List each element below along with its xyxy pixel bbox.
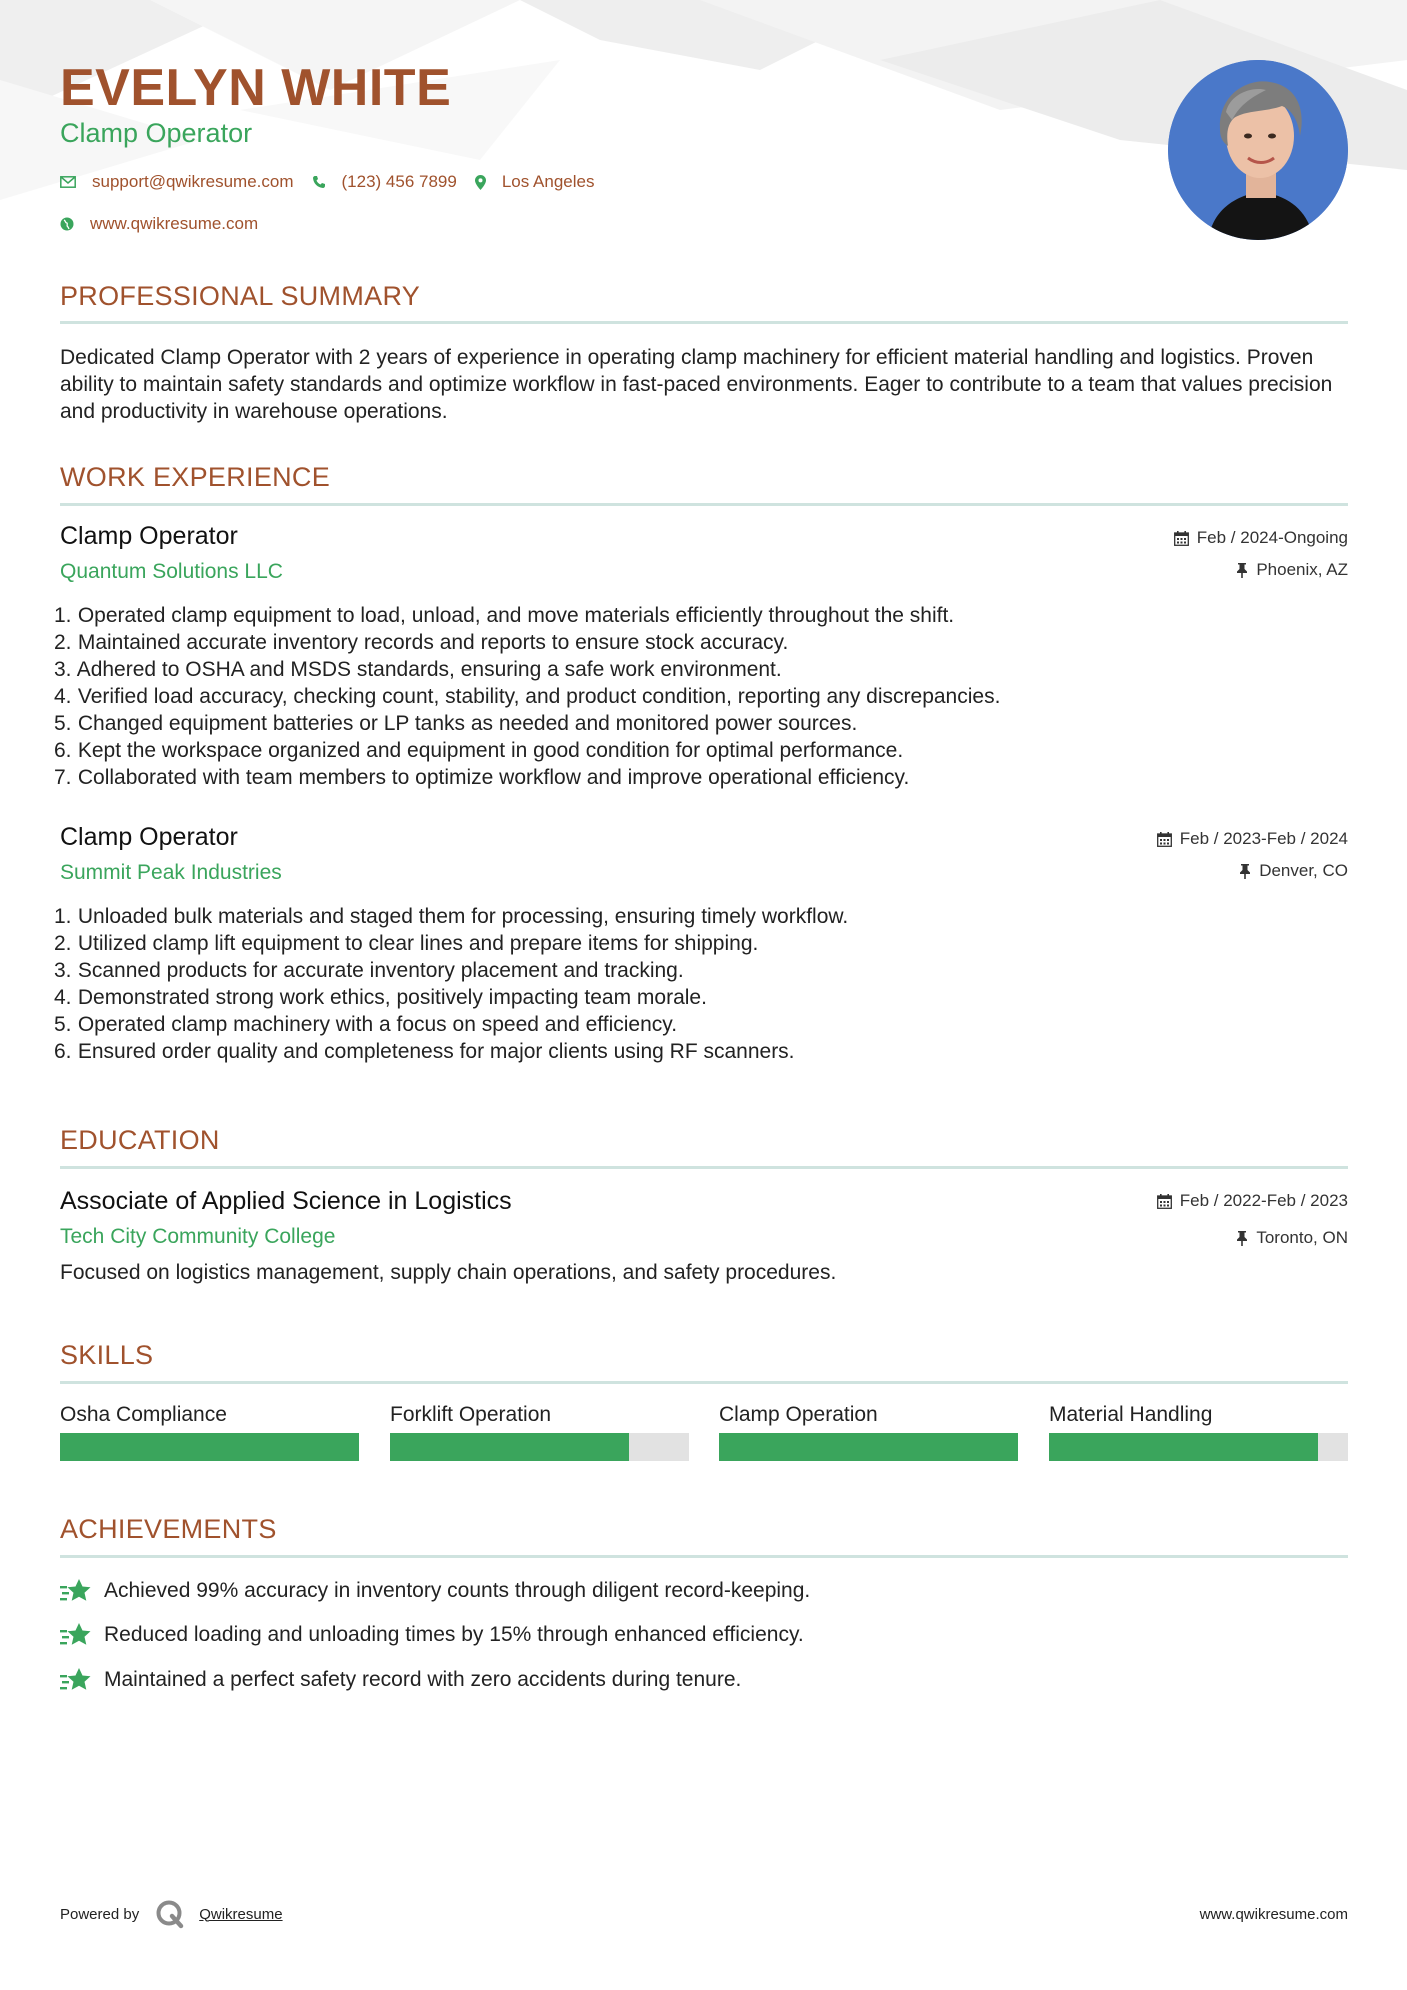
candidate-title: Clamp Operator: [60, 118, 253, 148]
summary-text: Dedicated Clamp Operator with 2 years of experience in operating clamp machinery for efficient material handling and logistics. Proven ability to maintain safety standards and optimize workflow in fast-paced environments. Eager to contribute to a team that values precision and productivity in warehouse operations.: [60, 346, 1333, 423]
pushpin-icon: [1236, 1231, 1248, 1246]
shooting-star-icon: [60, 1577, 92, 1605]
job-date-text: Feb / 2023-Feb / 2024: [1179, 829, 1348, 848]
skills-heading: SKILLS: [60, 1340, 154, 1370]
skill-bar-fill: [719, 1433, 1018, 1461]
list-item: 4. Demonstrated strong work ethics, positively impacting team morale.: [54, 986, 707, 1009]
list-item: 2. Utilized clamp lift equipment to clear lines and prepare items for shipping.: [54, 932, 759, 955]
section-divider: [60, 1166, 1348, 1169]
education-heading: EDUCATION: [60, 1125, 220, 1155]
skill-label: Forklift Operation: [390, 1403, 552, 1426]
shooting-star-icon: [60, 1666, 92, 1694]
job-date-text: Feb / 2024-Ongoing: [1196, 528, 1348, 547]
job-title: Clamp Operator: [60, 823, 238, 851]
website-row: [60, 214, 276, 234]
company-name: Summit Peak Industries: [60, 861, 282, 884]
list-item: 3. Scanned products for accurate inventory placement and tracking.: [54, 959, 684, 982]
phone-number[interactable]: (123) 456 7899: [341, 172, 457, 191]
globe-icon: [60, 217, 74, 231]
pushpin-icon: [1236, 563, 1248, 578]
list-item: 6. Kept the workspace organized and equipment in good condition for optimal performance.: [54, 739, 904, 762]
skill-bar: [719, 1433, 1018, 1461]
section-divider: [60, 1381, 1348, 1384]
achievement-item: [60, 1577, 810, 1605]
section-divider: [60, 503, 1348, 506]
list-item: 5. Operated clamp machinery with a focus on speed and efficiency.: [54, 1013, 678, 1036]
degree-title: Associate of Applied Science in Logistics: [60, 1187, 512, 1215]
education-entry: [60, 1187, 1348, 1297]
powered-by-label: Powered by: [60, 1905, 140, 1923]
summary-heading: PROFESSIONAL SUMMARY: [60, 281, 421, 311]
list-item: 3. Adhered to OSHA and MSDS standards, ensuring a safe work environment.: [54, 658, 782, 681]
job-bullets: [54, 903, 849, 1065]
location-text: Los Angeles: [501, 172, 595, 191]
list-item: 1. Unloaded bulk materials and staged them for processing, ensuring timely workflow.: [54, 905, 849, 928]
education-location: [1236, 1228, 1348, 1248]
skill-bar-fill: [1049, 1433, 1318, 1461]
school-name: Tech City Community College: [60, 1225, 336, 1248]
skill-bar: [390, 1433, 689, 1461]
job-location: [1239, 861, 1348, 881]
list-item: 6. Ensured order quality and completeness for major clients using RF scanners.: [54, 1040, 795, 1063]
pushpin-icon: [1239, 864, 1251, 879]
calendar-icon: [1157, 1194, 1172, 1209]
section-divider: [60, 1555, 1348, 1558]
list-item: 2. Maintained accurate inventory records and reports to ensure stock accuracy.: [54, 631, 789, 654]
education-description: Focused on logistics management, supply chain operations, and safety procedures.: [60, 1261, 837, 1284]
job-location-text: Phoenix, AZ: [1256, 560, 1348, 579]
list-item: 4. Verified load accuracy, checking count, stability, and product condition, reporting any discrepancies.: [54, 685, 1001, 708]
email-item: [60, 172, 294, 192]
achievements-heading: ACHIEVEMENTS: [60, 1514, 277, 1544]
skill-label: Clamp Operation: [719, 1403, 878, 1426]
profile-portrait: [1168, 60, 1348, 240]
shooting-star-icon: [60, 1621, 92, 1649]
phone-item: [312, 172, 457, 192]
envelope-icon: [60, 176, 76, 188]
skill-bar: [1049, 1433, 1348, 1461]
job-bullets: [54, 602, 1001, 791]
profile-photo: [1168, 60, 1348, 240]
contact-row: [60, 172, 612, 192]
candidate-name: EVELYN WHITE: [60, 59, 452, 117]
education-date-text: Feb / 2022-Feb / 2023: [1179, 1191, 1348, 1210]
education-date: [1157, 1191, 1348, 1211]
email-link[interactable]: support@qwikresume.com: [92, 172, 294, 191]
calendar-icon: [1174, 531, 1189, 546]
footer-url[interactable]: www.qwikresume.com: [1199, 1906, 1348, 1923]
experience-entry: [54, 823, 1348, 1073]
job-location: [1236, 560, 1348, 580]
job-location-text: Denver, CO: [1259, 861, 1348, 880]
qwikresume-logo-icon: [155, 1899, 185, 1929]
job-date: [1174, 528, 1348, 548]
skill-bar: [60, 1433, 359, 1461]
job-date: [1157, 829, 1348, 849]
location-item: [475, 172, 595, 192]
phone-icon: [312, 175, 326, 189]
list-item: 1. Operated clamp equipment to load, unload, and move materials efficiently throughout the shift.: [54, 604, 955, 627]
job-title: Clamp Operator: [60, 522, 238, 550]
map-marker-icon: [475, 175, 486, 190]
education-location-text: Toronto, ON: [1256, 1228, 1348, 1247]
list-item: 5. Changed equipment batteries or LP tanks as needed and monitored power sources.: [54, 712, 858, 735]
experience-entry: [54, 522, 1348, 792]
skill-bar-fill: [60, 1433, 359, 1461]
list-item: 7. Collaborated with team members to optimize workflow and improve operational efficiency.: [54, 766, 910, 789]
achievement-item: [60, 1666, 741, 1694]
skill-label: Osha Compliance: [60, 1403, 227, 1426]
website-item: [60, 214, 258, 234]
skill-label: Material Handling: [1049, 1403, 1213, 1426]
qwikresume-link[interactable]: Qwikresume: [199, 1905, 283, 1923]
achievement-text: Reduced loading and unloading times by 15% through enhanced efficiency.: [104, 1623, 804, 1646]
experience-heading: WORK EXPERIENCE: [60, 462, 331, 492]
section-divider: [60, 321, 1348, 324]
company-name: Quantum Solutions LLC: [60, 560, 283, 583]
achievement-text: Maintained a perfect safety record with zero accidents during tenure.: [104, 1668, 742, 1691]
calendar-icon: [1157, 832, 1172, 847]
skill-bar-fill: [390, 1433, 629, 1461]
footer-powered-by: [60, 1899, 283, 1929]
achievement-item: [60, 1621, 804, 1649]
achievement-text: Achieved 99% accuracy in inventory counts through diligent record-keeping.: [104, 1579, 811, 1602]
website-link[interactable]: www.qwikresume.com: [90, 214, 259, 233]
